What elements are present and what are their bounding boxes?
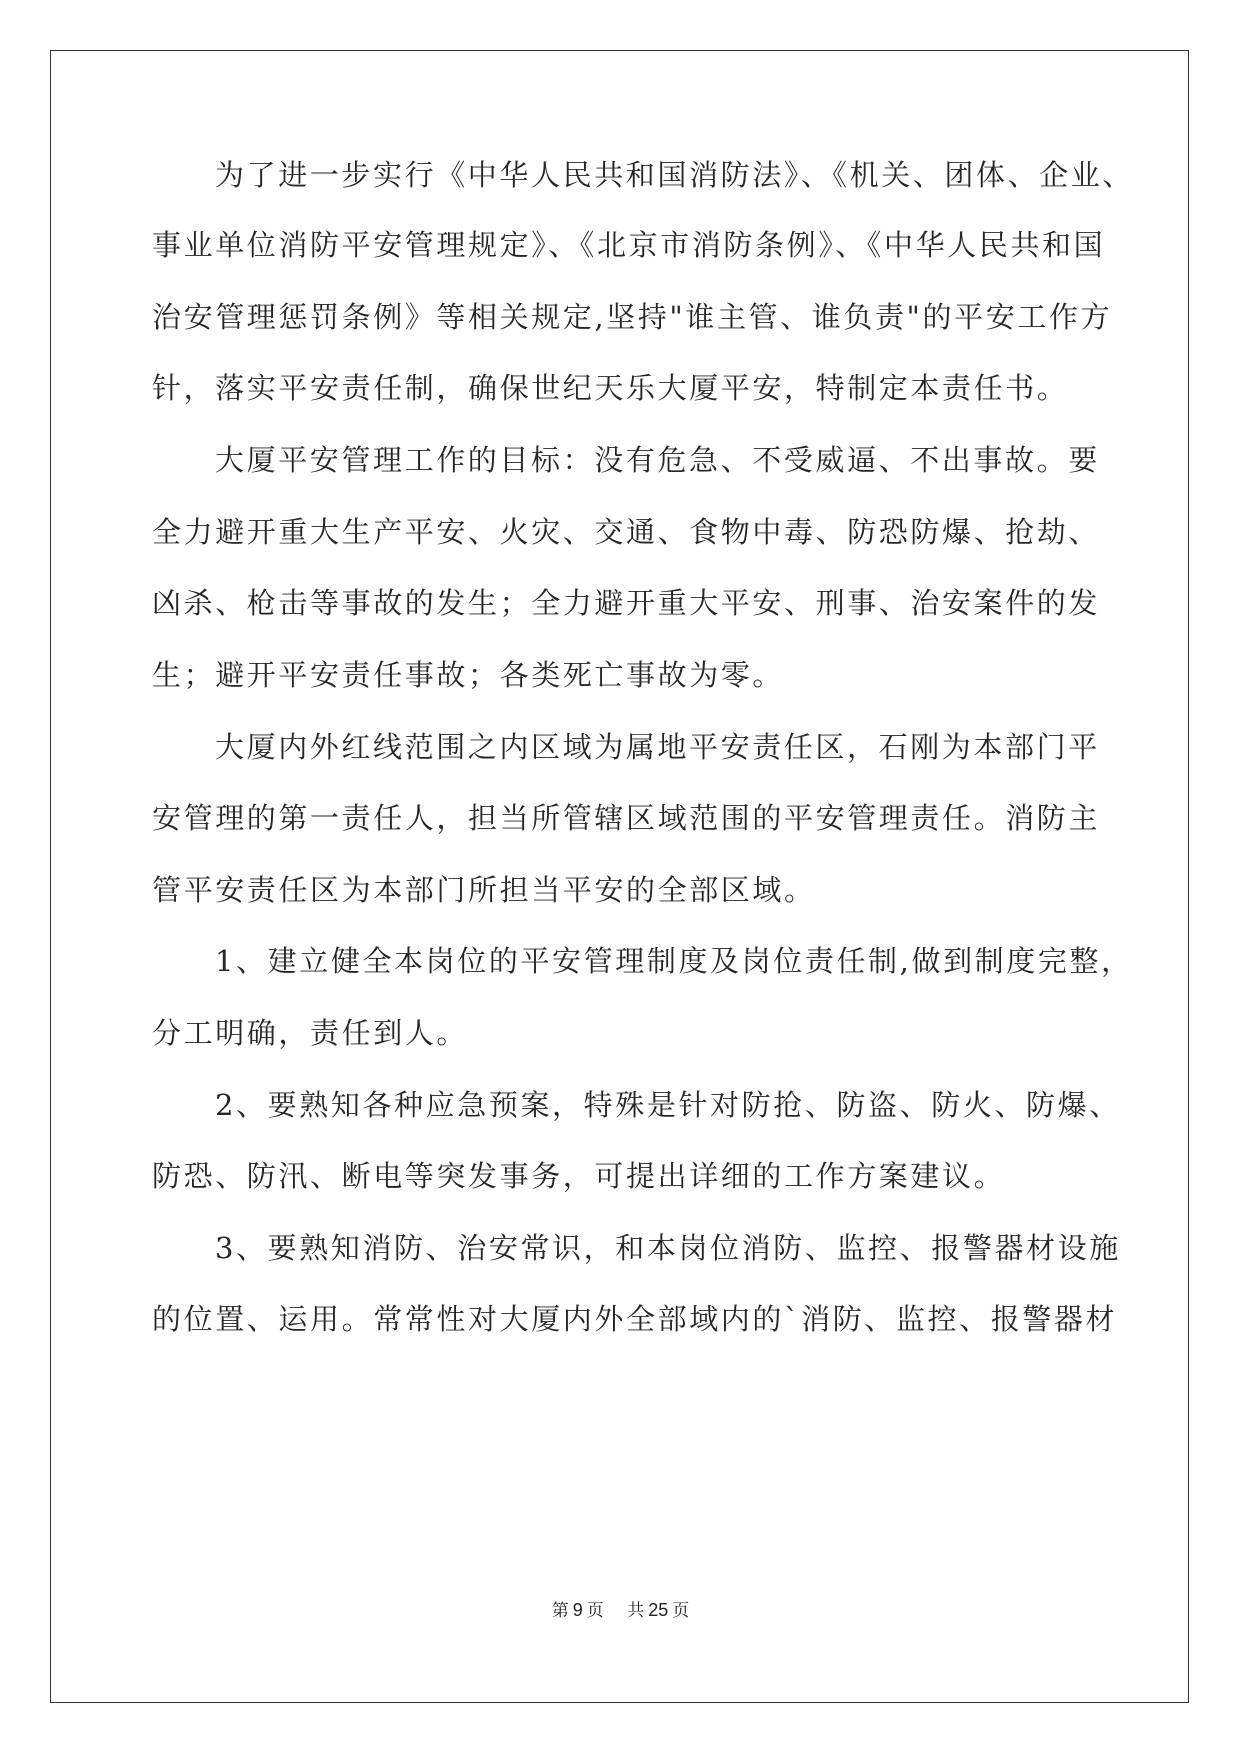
total-prefix: 共 [627, 1601, 645, 1621]
item-1-line-1: 1、建立健全本岗位的平安管理制度及岗位责任制,做到制度完整， [215, 944, 1133, 978]
paragraph-1-line-4: 针，落实平安责任制，确保世纪天乐大厦平安，特制定本责任书。 [152, 371, 1069, 405]
item-2-line-2: 防恐、防汛、断电等突发事务，可提出详细的工作方案建议。 [152, 1159, 1006, 1193]
paragraph-2-line-4: 生；避开平安责任事故；各类死亡事故为零。 [152, 658, 785, 692]
paragraph-2-line-1: 大厦平安管理工作的目标：没有危急、不受威逼、不出事故。要 [215, 443, 1100, 477]
total-suffix: 页 [672, 1601, 690, 1621]
page-number: 9 [572, 1600, 583, 1620]
paragraph-2-line-2: 全力避开重大生产平安、火灾、交通、食物中毒、防恐防爆、抢劫、 [152, 515, 1101, 549]
item-3-line-1: 3、要熟知消防、治安常识，和本岗位消防、监控、报警器材设施 [215, 1231, 1121, 1265]
page-suffix: 页 [586, 1601, 604, 1621]
paragraph-3-line-2: 安管理的第一责任人，担当所管辖区域范围的平安管理责任。消防主 [152, 801, 1101, 835]
paragraph-2-line-3: 凶杀、枪击等事故的发生；全力避开重大平安、刑事、治安案件的发 [152, 586, 1101, 620]
paragraph-1-line-2: 事业单位消防平安管理规定》、《北京市消防条例》、《中华人民共和国 [152, 228, 1106, 262]
item-2-line-1: 2、要熟知各种应急预案，特殊是针对防抢、防盗、防火、防爆、 [215, 1088, 1121, 1122]
paragraph-3-line-1: 大厦内外红线范围之内区域为属地平安责任区，石刚为本部门平 [215, 730, 1100, 764]
item-1-line-2: 分工明确，责任到人。 [152, 1016, 469, 1050]
paragraph-1-line-1: 为了进一步实行《中华人民共和国消防法》、《机关、团体、企业、 [215, 158, 1135, 192]
total-pages: 25 [648, 1600, 669, 1620]
page-footer [0, 1596, 1241, 1621]
item-3-line-2: 的位置、运用。常常性对大厦内外全部域内的`消防、监控、报警器材 [152, 1302, 1118, 1336]
page-prefix: 第 [551, 1601, 569, 1621]
paragraph-3-line-3: 管平安责任区为本部门所担当平安的全部区域。 [152, 873, 816, 907]
paragraph-1-line-3: 治安管理惩罚条例》等相关规定,坚持"谁主管、谁负责"的平安工作方 [152, 300, 1113, 334]
